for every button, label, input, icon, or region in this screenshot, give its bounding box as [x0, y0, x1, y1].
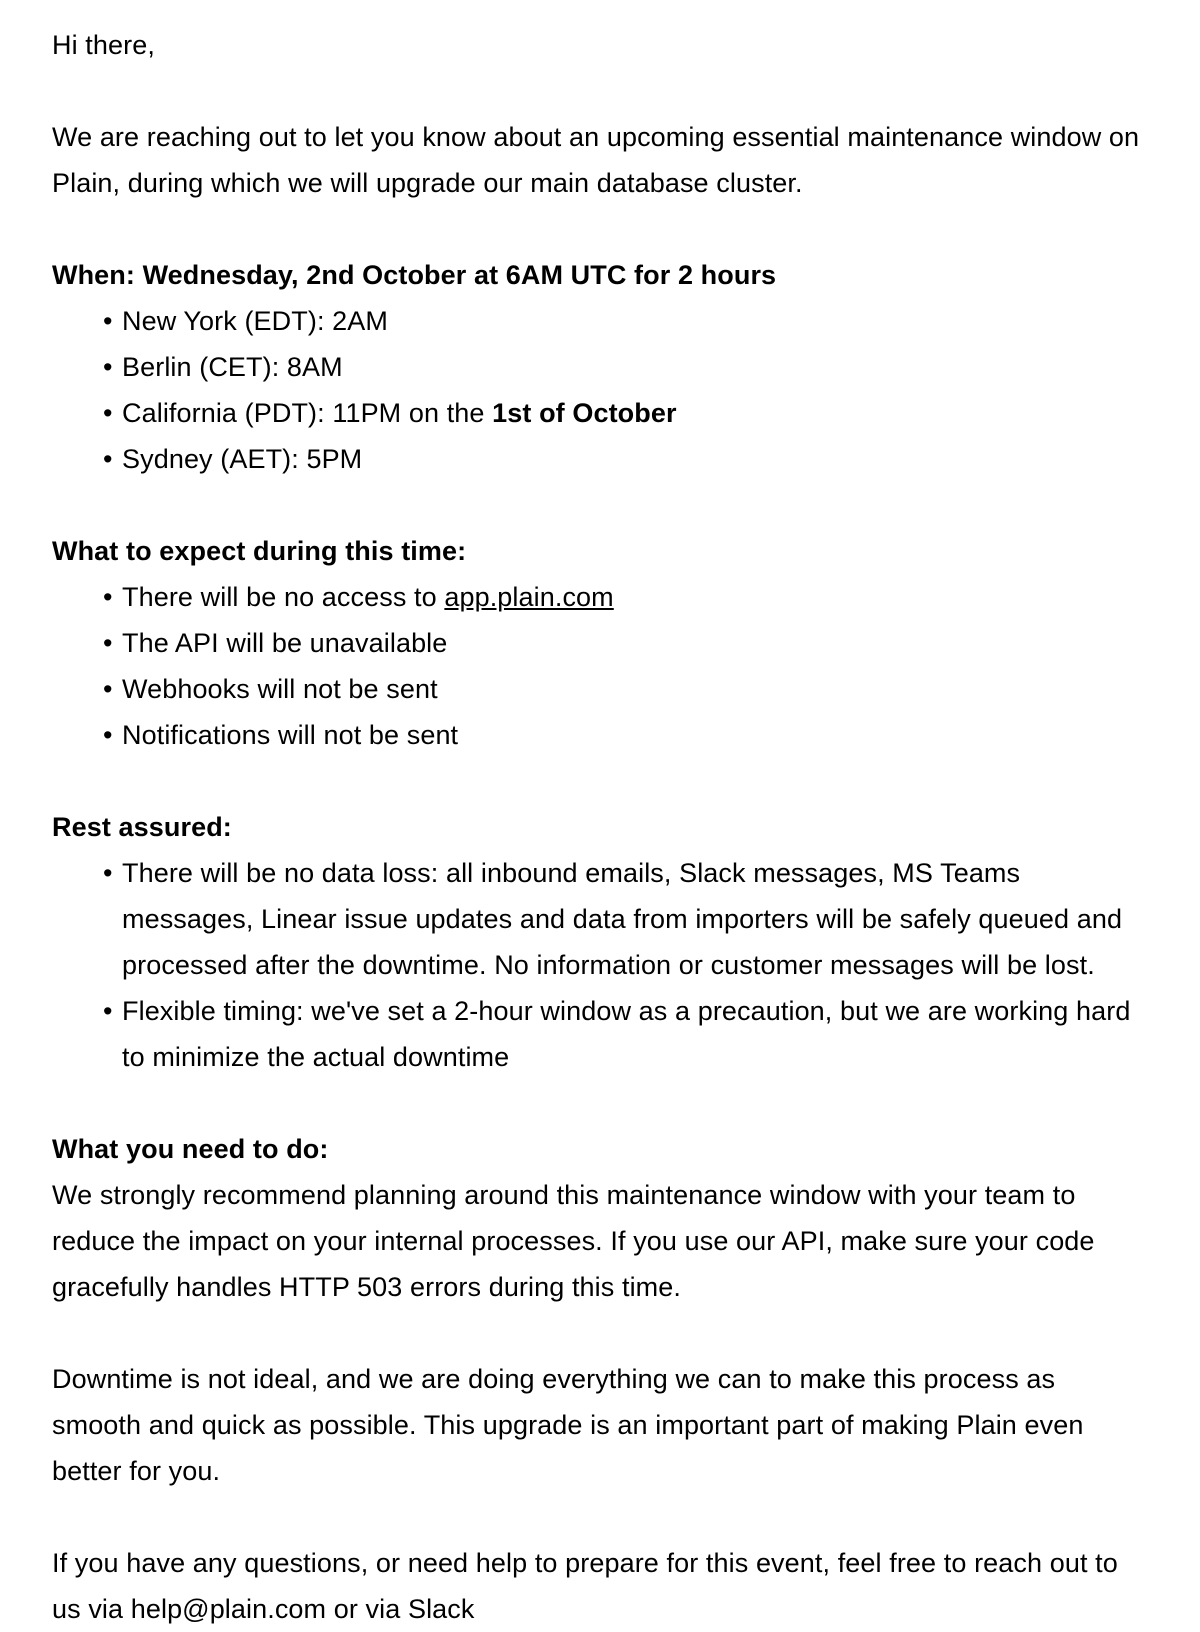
expect-list	[52, 574, 1144, 758]
when-heading: When: Wednesday, 2nd October at 6AM UTC for 2 hours	[52, 260, 777, 290]
list-item	[104, 436, 1144, 482]
contact-paragraph-clip	[52, 1540, 1144, 1632]
blank-line	[52, 1080, 1144, 1126]
todo-heading: What you need to do:	[52, 1134, 329, 1164]
closing-paragraph: Downtime is not ideal, and we are doing everything we can to make this process as smooth and quick as possible. This upgrade is an important part of making Plain even better for you.	[52, 1364, 1084, 1486]
list-item	[104, 620, 1144, 666]
list-item: • Flexible timing: we've set a 2-hour window as a precaution, but we are working hard to minimize the actual downtime	[104, 988, 1144, 1080]
contact-paragraph: If you have any questions, or need help to prepare for this event, feel free to reach out to us via help@plain.com or via Slack	[52, 1548, 1118, 1624]
when-list	[52, 298, 1144, 482]
blank-line	[52, 482, 1144, 528]
list-item	[104, 712, 1144, 758]
expect-item-text: Webhooks will not be sent	[122, 674, 438, 704]
list-item: • There will be no data loss: all inbound emails, Slack messages, MS Teams messages, Linear issue updates and data from importers will be safely queued and processed after the downtime. No information or customer messages will be lost.	[104, 850, 1144, 988]
blank-line	[52, 1310, 1144, 1356]
when-item-text: Berlin (CET): 8AM	[122, 352, 343, 382]
list-item	[104, 574, 1144, 620]
intro-paragraph: We are reaching out to let you know about an upcoming essential maintenance window on Plain, during which we will upgrade our main database cluster.	[52, 122, 1140, 198]
list-item	[104, 666, 1144, 712]
rest-assured-list	[52, 850, 1144, 1080]
list-item	[104, 390, 1144, 436]
list-item	[104, 344, 1144, 390]
when-item-text: California (PDT): 11PM on the	[122, 398, 493, 428]
blank-line	[52, 68, 1144, 114]
list-item	[104, 298, 1144, 344]
greeting-line: Hi there,	[52, 30, 155, 60]
when-item-bold: 1st of October	[492, 398, 677, 428]
rest-assured-heading: Rest assured:	[52, 812, 232, 842]
expect-item-text: The API will be unavailable	[122, 628, 448, 658]
todo-paragraph: We strongly recommend planning around this maintenance window with your team to reduce the impact on your internal processes. If you use our API, make sure your code gracefully handles HTTP 503 errors during this time.	[52, 1180, 1095, 1302]
app-plain-com-link[interactable]: app.plain.com	[444, 582, 614, 612]
blank-line	[52, 206, 1144, 252]
when-item-text: New York (EDT): 2AM	[122, 306, 388, 336]
when-item-text: Sydney (AET): 5PM	[122, 444, 363, 474]
blank-line	[52, 758, 1144, 804]
expect-heading: What to expect during this time:	[52, 536, 467, 566]
expect-item-text: Notifications will not be sent	[122, 720, 459, 750]
blank-line	[52, 1494, 1144, 1540]
expect-item-text: There will be no access to	[122, 582, 445, 612]
